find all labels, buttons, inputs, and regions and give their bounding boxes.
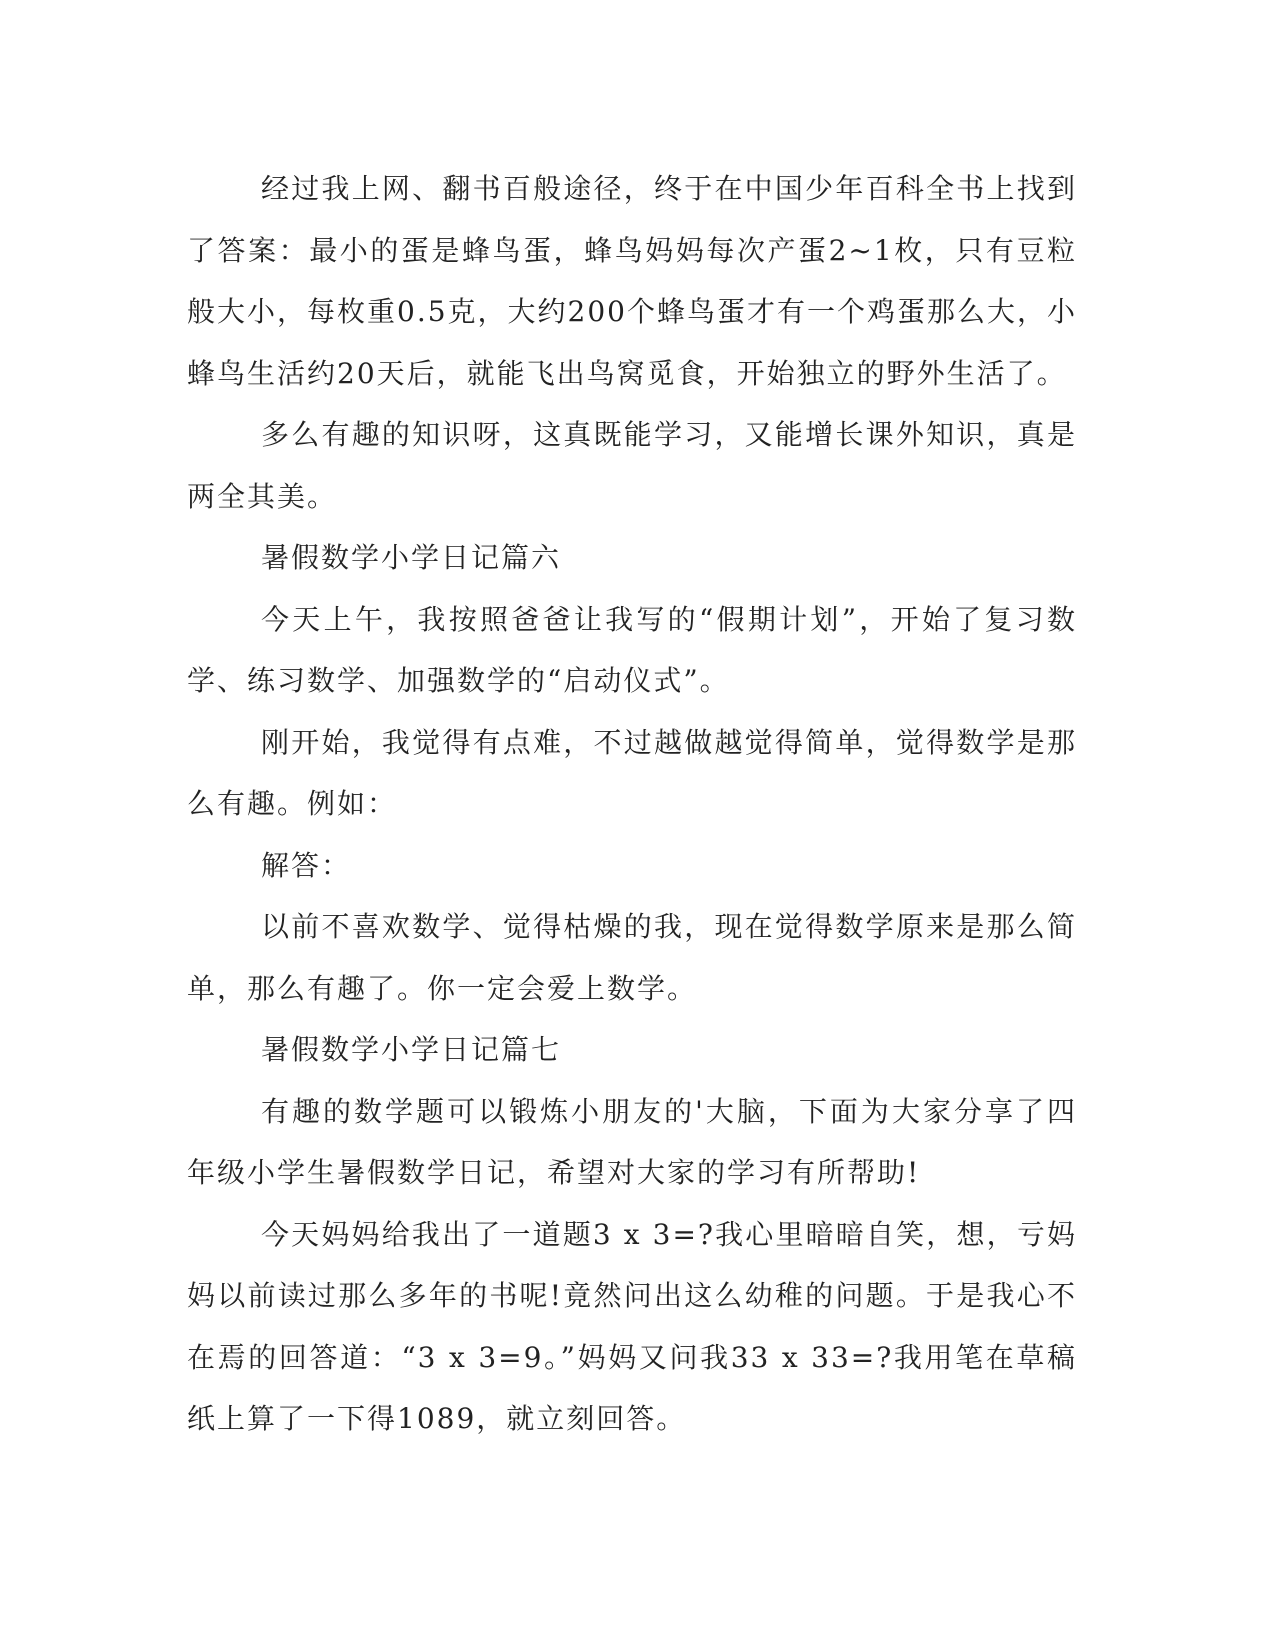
paragraph-love-math: 以前不喜欢数学、觉得枯燥的我，现在觉得数学原来是那么简单，那么有趣了。你一定会爱上数学。 [187,910,1077,1005]
paragraph-answer-label: 解答： [261,848,352,882]
paragraph-vacation-plan: 今天上午，我按照爸爸让我写的“假期计划”，开始了复习数学、练习数学、加强数学的“启动仪式”。 [187,602,1077,697]
document-body [187,158,1077,1450]
paragraph-hummingbird-answer: 经过我上网、翻书百般途径，终于在中国少年百科全书上找到了答案：最小的蛋是蜂鸟蛋，蜂鸟妈妈每次产蛋2~1枚，只有豆粒般大小，每枚重0.5克，大约200个蜂鸟蛋才有一个鸡蛋那么大，小蜂鸟生活约20天后，就能飞出鸟窝觅食，开始独立的野外生活了。 [187,172,1077,390]
section-heading-part-seven: 暑假数学小学日记篇七 [261,1033,562,1066]
paragraph-intro-share: 有趣的数学题可以锻炼小朋友的'大脑，下面为大家分享了四年级小学生暑假数学日记，希望对大家的学习有所帮助! [187,1094,1077,1189]
paragraph-mom-question: 今天妈妈给我出了一道题3 x 3=?我心里暗暗自笑，想，亏妈妈以前读过那么多年的书呢!竟然问出这么幼稚的问题。于是我心不在焉的回答道：“3 x 3=9。”妈妈又问我33 x 33=?我用笔在草稿纸上算了一下得1089，就立刻回答。 [187,1217,1077,1435]
paragraph-interesting-knowledge: 多么有趣的知识呀，这真既能学习，又能增长课外知识，真是两全其美。 [187,418,1077,513]
section-heading-part-six: 暑假数学小学日记篇六 [261,541,562,574]
paragraph-math-difficulty: 刚开始，我觉得有点难，不过越做越觉得简单，觉得数学是那么有趣。例如： [187,725,1077,820]
